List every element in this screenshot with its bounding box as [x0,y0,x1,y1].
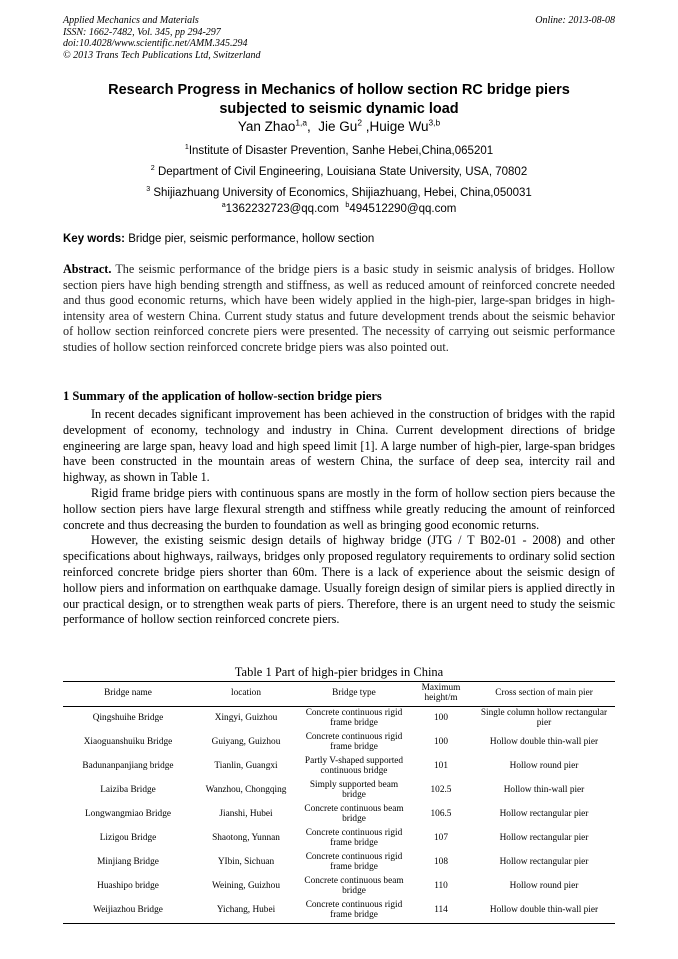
table-cell: 107 [434,833,448,844]
section-body [63,407,615,628]
column-header: Cross section of main pier [473,682,615,707]
email-superscript: a [221,201,226,210]
author-name: Huige Wu [369,119,429,134]
author-separator: , [307,119,319,134]
table-cell: Hollow double thin-wall pier [473,899,615,924]
keywords [63,232,615,246]
table-cell: 100 [434,713,448,724]
email-line [63,202,615,216]
affiliation-text: Department of Civil Engineering, Louisiana State University, USA, 70802 [157,166,528,178]
email-address[interactable]: 494512290@qq.com [349,203,457,215]
table-row [63,779,615,803]
table-cell: Xingyi, Guizhou [214,713,278,724]
table-cell: Tianlin, Guangxi [214,761,278,772]
email-address[interactable]: 1362232723@qq.com [225,203,339,215]
table-cell: 101 [434,761,448,772]
table-cell: Concrete continuous rigid frame bridge [299,899,409,924]
table-cell: Weining, Guizhou [212,881,280,892]
table-cell: Hollow rectangular pier [499,857,589,868]
abstract-label: Abstract. [63,262,112,276]
table-cell: 102.5 [430,785,452,796]
table-body [63,707,615,924]
table-cell: Concrete continuous rigid frame bridge [305,708,403,728]
affiliation-2 [63,165,615,179]
table-cell: Longwangmiao Bridge [85,809,171,820]
table-cell: Wanzhou, Chongqing [205,785,287,796]
affiliation-text: Shijiazhuang University of Economics, Shijiazhuang, Hebei, China,050031 [153,187,532,199]
affiliation-1 [63,144,615,158]
journal-header [63,15,615,61]
table-cell: 114 [409,899,473,924]
table-cell: Single column hollow rectangular pier [480,708,608,728]
column-header: Maximum height/m [409,682,473,707]
author-superscript: 2 [357,117,362,128]
issn-line: ISSN: 1662-7482, Vol. 345, pp 294-297 [63,26,221,38]
table-cell: Hollow double thin-wall pier [489,737,599,748]
column-header: Bridge name [63,682,193,707]
table-header-row [63,682,615,707]
table-cell: Concrete continuous beam bridge [304,804,404,824]
author-superscript: 1,a [295,117,308,128]
table-cell: Lizigou Bridge [99,833,157,844]
table-cell: Concrete continuous rigid frame bridge [305,828,403,848]
paragraph: However, the existing seismic design details of highway bridge (JTG / T B02-01 - 2008) and other specifications about highways, railways, bridges only proposed regulatory requirements to ordinary solid section reinforced concrete bridge piers shorter than 60m. There is a lack of experience about the seismic design of hollow piers and information on earthquake damage. Usually foreign design of similar piers is applied directly in our practical design, or to strengthen weak parts of piers. Therefore, there is an urgent need to study the seismic performance of hollow section reinforced concrete piers. [63,533,615,627]
paragraph: Rigid frame bridge piers with continuous spans are mostly in the form of hollow section piers because the hollow section piers have large flexural strength and stiffness while greatly reducing the amount of reinforced concrete and thus decreasing the burden to foundation as well as bringing good economic returns. [63,485,615,532]
table-cell: Hollow round pier [509,881,579,892]
table-cell: Concrete continuous rigid frame bridge [305,732,403,752]
author-separator: , [361,119,370,134]
table-cell: Concrete continuous beam bridge [304,876,404,896]
table-cell: Partly V-shaped supported continuous bridge [304,756,404,776]
online-date: Online: 2013-08-08 [535,15,615,26]
affiliation-superscript: 3 [146,185,151,194]
table-row [63,899,615,924]
doi-line: doi:10.4028/www.scientific.net/AMM.345.294 [63,38,248,49]
keywords-text: Bridge pier, seismic performance, hollow section [128,233,375,245]
table-cell: Minjiang Bridge [97,857,159,868]
table-cell: 110 [434,881,448,892]
affiliation-superscript: 2 [150,164,155,173]
table-cell: 106.5 [430,809,452,820]
table-row [63,731,615,755]
table-cell: Badunanpanjiang bridge [82,761,174,772]
table-cell: Qingshuihe Bridge [92,713,164,724]
paper-title [63,81,615,119]
table-cell: Weijiazhou Bridge [63,899,193,924]
copyright-line: © 2013 Trans Tech Publications Ltd, Switzerland [63,49,261,61]
table-cell: Hollow rectangular pier [499,809,589,820]
author-name: Jie Gu [318,119,358,134]
abstract [63,262,615,355]
author-list [63,118,615,136]
section-heading: 1 Summary of the application of hollow-section bridge piers [63,389,382,403]
column-header: Bridge type [299,682,409,707]
table-cell: Laiziba Bridge [100,785,156,796]
table-cell: YIbin, Sichuan [217,857,275,868]
table-row [63,827,615,851]
author-name: Yan Zhao [237,119,296,134]
table-cell: Huashipo bridge [97,881,159,892]
author-superscript: 3,b [428,117,441,128]
bridges-table [63,681,615,924]
table-row [63,755,615,779]
table-row [63,707,615,732]
abstract-text: The seismic performance of the bridge piers is a basic study in seismic analysis of bridges. Hollow section piers have high bending strength and stiffness, as well as reduced amount of reinforced concrete needed and thus good economic returns, which have been widely applied in the high-pier, large-span bridges in high-intensity area of western China. Current study status and future development trends about the seismic behavior of hollow section reinforced concrete piers were presented. The necessity of carrying out seismic performance studies of hollow section reinforced concrete bridge piers was also pointed out. [63,262,615,354]
table-cell: Jianshi, Hubei [219,809,273,820]
paragraph: In recent decades significant improvement has been achieved in the construction of bridges with the rapid development of economy, technology and industry in China. Current development directions of bridge engineering are large span, heavy load and high speed limit [1]. A large number of high-pier, large-span bridges have been constructed in the mountain areas of western China, the surface of deep sea, intercity rail and highway, as shown in Table 1. [63,407,615,485]
table-cell: Shaotong, Yunnan [212,833,280,844]
table-cell: 100 [434,737,448,748]
column-header: location [193,682,299,707]
affiliation-3 [63,186,615,200]
table-row [63,803,615,827]
table-cell: Simply supported beam bridge [309,780,399,800]
table-row [63,851,615,875]
table-cell: Hollow rectangular pier [499,833,589,844]
affiliation-superscript: 1 [184,143,189,152]
table-cell: Hollow round pier [509,761,579,772]
table-cell: Guiyang, Guizhou [211,737,281,748]
table-cell: Hollow thin-wall pier [503,785,585,796]
affiliation-text: Institute of Disaster Prevention, Sanhe Hebei,China,065201 [188,145,494,157]
keywords-label: Key words: [63,233,125,245]
table-cell: Concrete continuous rigid frame bridge [305,852,403,872]
table-cell: Xiaoguanshuiku Bridge [83,737,173,748]
title-line-1: Research Progress in Mechanics of hollow section RC bridge piers [108,82,570,98]
table-cell: Yichang, Hubei [193,899,299,924]
table-cell: 108 [434,857,448,868]
title-line-2: subjected to seismic dynamic load [219,101,459,117]
email-superscript: b [345,201,350,210]
journal-name: Applied Mechanics and Materials [63,15,199,26]
table-row [63,875,615,899]
table-caption: Table 1 Part of high-pier bridges in China [234,665,444,679]
